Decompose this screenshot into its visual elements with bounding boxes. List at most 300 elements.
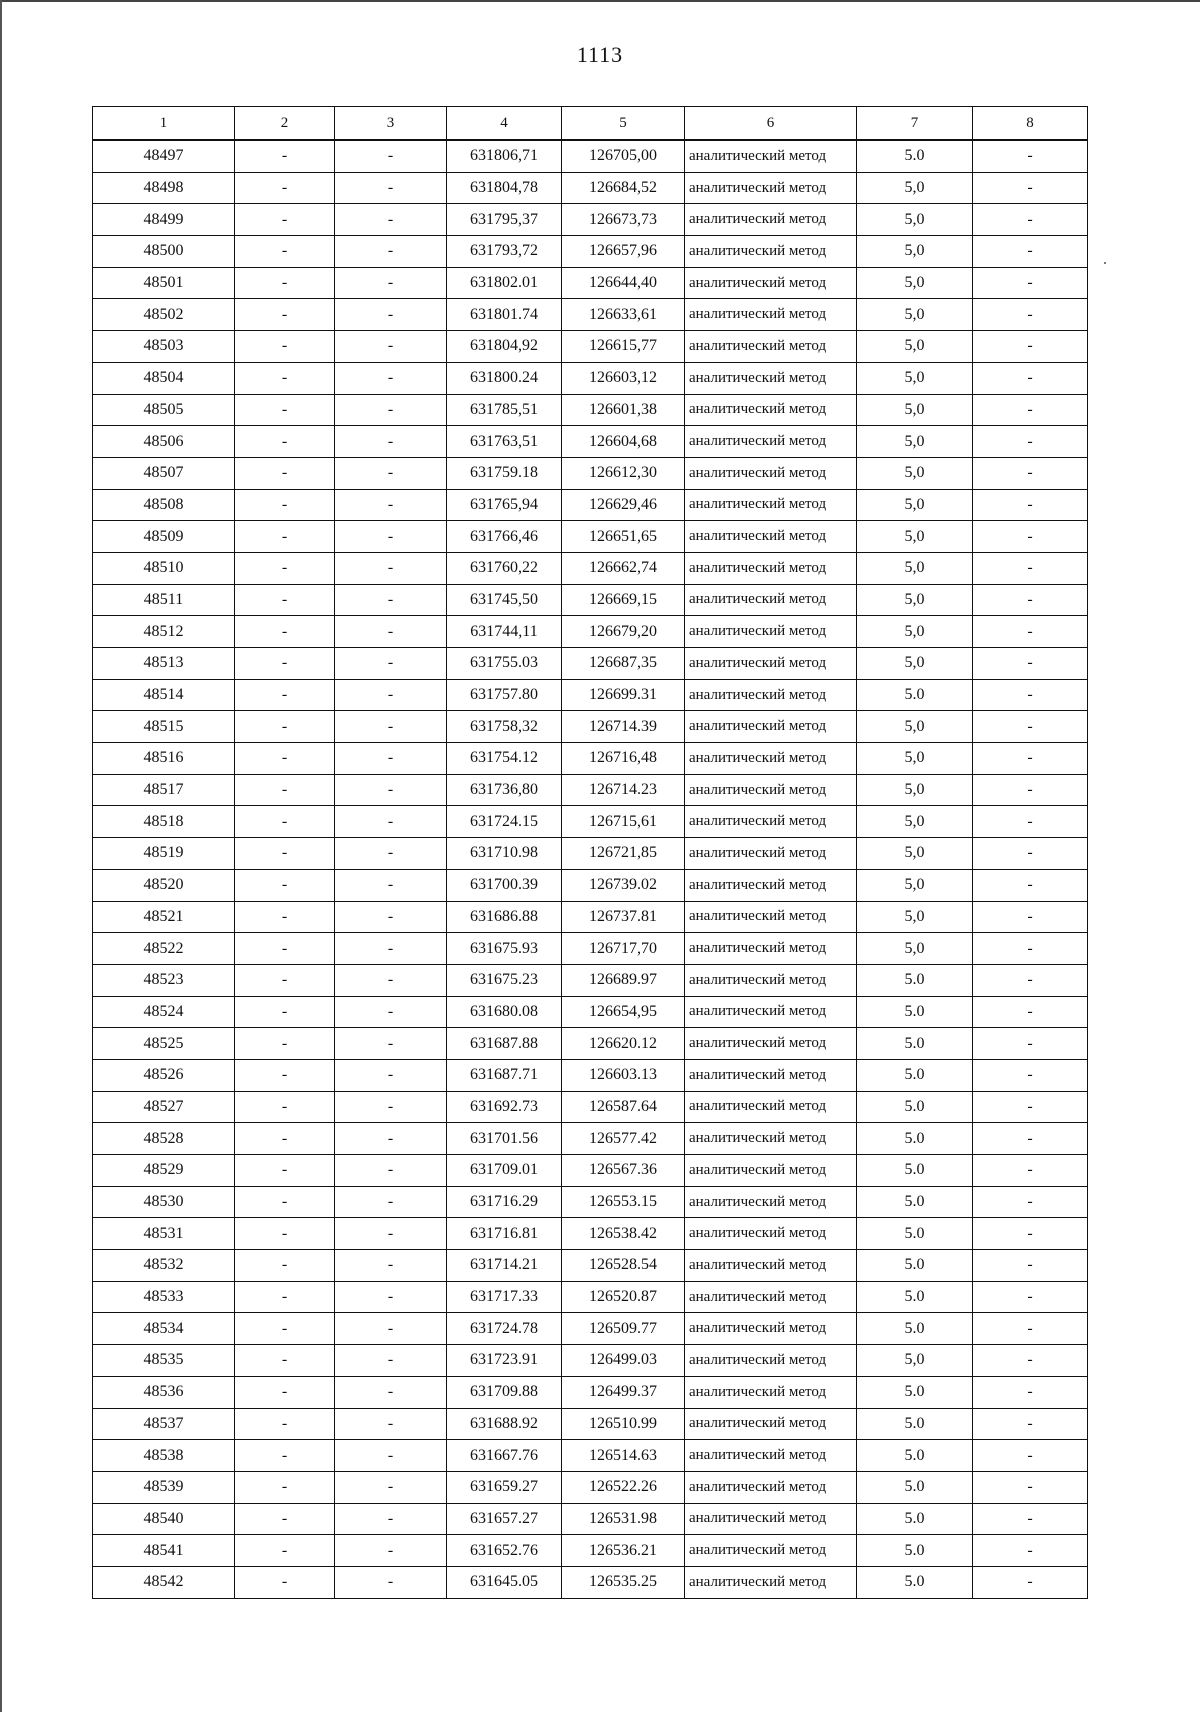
table-row — [93, 426, 1088, 458]
point-number-cell: 48500 — [93, 236, 235, 268]
table-row — [93, 331, 1088, 363]
point-number-cell: 48502 — [93, 299, 235, 331]
accuracy-cell: 5.0 — [857, 1155, 973, 1187]
col2-cell: - — [235, 1155, 335, 1187]
col8-cell: - — [973, 1471, 1088, 1503]
accuracy-cell: 5.0 — [857, 964, 973, 996]
point-number-cell: 48527 — [93, 1091, 235, 1123]
method-cell: аналитический метод — [685, 648, 857, 680]
table-row — [93, 394, 1088, 426]
point-number-cell: 48533 — [93, 1281, 235, 1313]
x-coordinate-cell: 631716.29 — [447, 1186, 562, 1218]
y-coordinate-cell: 126499.03 — [562, 1345, 685, 1377]
accuracy-cell: 5.0 — [857, 1218, 973, 1250]
point-number-cell: 48520 — [93, 869, 235, 901]
accuracy-cell: 5,0 — [857, 172, 973, 204]
col2-cell: - — [235, 236, 335, 268]
col3-cell: - — [335, 1471, 447, 1503]
col2-cell: - — [235, 1313, 335, 1345]
col8-cell: - — [973, 1123, 1088, 1155]
x-coordinate-cell: 631806,71 — [447, 140, 562, 172]
x-coordinate-cell: 631717.33 — [447, 1281, 562, 1313]
table-row — [93, 806, 1088, 838]
col2-cell: - — [235, 267, 335, 299]
method-cell: аналитический метод — [685, 743, 857, 775]
table-row — [93, 1059, 1088, 1091]
point-number-cell: 48521 — [93, 901, 235, 933]
page-number: 1113 — [576, 42, 624, 67]
point-number-cell: 48506 — [93, 426, 235, 458]
y-coordinate-cell: 126601,38 — [562, 394, 685, 426]
method-cell: аналитический метод — [685, 1123, 857, 1155]
method-cell: аналитический метод — [685, 1155, 857, 1187]
col2-cell: - — [235, 806, 335, 838]
col2-cell: - — [235, 838, 335, 870]
col3-cell: - — [335, 331, 447, 363]
method-cell: аналитический метод — [685, 1028, 857, 1060]
table-row — [93, 1091, 1088, 1123]
accuracy-cell: 5,0 — [857, 331, 973, 363]
method-cell: аналитический метод — [685, 1059, 857, 1091]
point-number-cell: 48522 — [93, 933, 235, 965]
col8-cell: - — [973, 679, 1088, 711]
col3-cell: - — [335, 1218, 447, 1250]
coordinates-table — [92, 106, 1088, 1599]
method-cell: аналитический метод — [685, 394, 857, 426]
accuracy-cell: 5,0 — [857, 616, 973, 648]
col2-cell: - — [235, 394, 335, 426]
accuracy-cell: 5,0 — [857, 838, 973, 870]
x-coordinate-cell: 631801.74 — [447, 299, 562, 331]
col3-cell: - — [335, 1123, 447, 1155]
column-header: 4 — [447, 107, 562, 141]
col3-cell: - — [335, 1535, 447, 1567]
accuracy-cell: 5.0 — [857, 1313, 973, 1345]
y-coordinate-cell: 126721,85 — [562, 838, 685, 870]
col8-cell: - — [973, 489, 1088, 521]
col8-cell: - — [973, 616, 1088, 648]
col3-cell: - — [335, 711, 447, 743]
col2-cell: - — [235, 648, 335, 680]
accuracy-cell: 5.0 — [857, 1250, 973, 1282]
col8-cell: - — [973, 394, 1088, 426]
col3-cell: - — [335, 457, 447, 489]
col2-cell: - — [235, 1376, 335, 1408]
table-row — [93, 140, 1088, 172]
col2-cell: - — [235, 1091, 335, 1123]
point-number-cell: 48519 — [93, 838, 235, 870]
method-cell: аналитический метод — [685, 426, 857, 458]
point-number-cell: 48499 — [93, 204, 235, 236]
table-row — [93, 299, 1088, 331]
method-cell: аналитический метод — [685, 236, 857, 268]
col3-cell: - — [335, 1503, 447, 1535]
scan-speck — [1104, 262, 1106, 264]
col3-cell: - — [335, 996, 447, 1028]
method-cell: аналитический метод — [685, 584, 857, 616]
point-number-cell: 48540 — [93, 1503, 235, 1535]
col8-cell: - — [973, 1059, 1088, 1091]
col3-cell: - — [335, 774, 447, 806]
col8-cell: - — [973, 1281, 1088, 1313]
y-coordinate-cell: 126499.37 — [562, 1376, 685, 1408]
x-coordinate-cell: 631688.92 — [447, 1408, 562, 1440]
point-number-cell: 48538 — [93, 1440, 235, 1472]
table-row — [93, 1218, 1088, 1250]
accuracy-cell: 5.0 — [857, 1376, 973, 1408]
y-coordinate-cell: 126612,30 — [562, 457, 685, 489]
method-cell: аналитический метод — [685, 1440, 857, 1472]
col2-cell: - — [235, 1123, 335, 1155]
x-coordinate-cell: 631680.08 — [447, 996, 562, 1028]
y-coordinate-cell: 126603,12 — [562, 362, 685, 394]
y-coordinate-cell: 126714.23 — [562, 774, 685, 806]
accuracy-cell: 5,0 — [857, 901, 973, 933]
accuracy-cell: 5,0 — [857, 648, 973, 680]
y-coordinate-cell: 126679,20 — [562, 616, 685, 648]
method-cell: аналитический метод — [685, 1281, 857, 1313]
x-coordinate-cell: 631714.21 — [447, 1250, 562, 1282]
point-number-cell: 48534 — [93, 1313, 235, 1345]
accuracy-cell: 5,0 — [857, 774, 973, 806]
col8-cell: - — [973, 1028, 1088, 1060]
method-cell: аналитический метод — [685, 1408, 857, 1440]
y-coordinate-cell: 126510.99 — [562, 1408, 685, 1440]
column-header: 5 — [562, 107, 685, 141]
x-coordinate-cell: 631745,50 — [447, 584, 562, 616]
accuracy-cell: 5,0 — [857, 806, 973, 838]
col8-cell: - — [973, 869, 1088, 901]
method-cell: аналитический метод — [685, 996, 857, 1028]
col8-cell: - — [973, 964, 1088, 996]
column-header: 3 — [335, 107, 447, 141]
col2-cell: - — [235, 616, 335, 648]
col2-cell: - — [235, 933, 335, 965]
col8-cell: - — [973, 1218, 1088, 1250]
table-row — [93, 869, 1088, 901]
point-number-cell: 48517 — [93, 774, 235, 806]
y-coordinate-cell: 126620.12 — [562, 1028, 685, 1060]
y-coordinate-cell: 126662,74 — [562, 552, 685, 584]
col2-cell: - — [235, 362, 335, 394]
col2-cell: - — [235, 679, 335, 711]
col8-cell: - — [973, 1376, 1088, 1408]
col8-cell: - — [973, 1535, 1088, 1567]
table-row — [93, 584, 1088, 616]
accuracy-cell: 5.0 — [857, 1471, 973, 1503]
x-coordinate-cell: 631766,46 — [447, 521, 562, 553]
col3-cell: - — [335, 1028, 447, 1060]
col8-cell: - — [973, 521, 1088, 553]
y-coordinate-cell: 126536.21 — [562, 1535, 685, 1567]
method-cell: аналитический метод — [685, 331, 857, 363]
table-row — [93, 1471, 1088, 1503]
method-cell: аналитический метод — [685, 933, 857, 965]
col8-cell: - — [973, 901, 1088, 933]
col2-cell: - — [235, 584, 335, 616]
method-cell: аналитический метод — [685, 552, 857, 584]
method-cell: аналитический метод — [685, 901, 857, 933]
x-coordinate-cell: 631687.71 — [447, 1059, 562, 1091]
accuracy-cell: 5.0 — [857, 1059, 973, 1091]
col3-cell: - — [335, 394, 447, 426]
x-coordinate-cell: 631758,32 — [447, 711, 562, 743]
table-row — [93, 933, 1088, 965]
x-coordinate-cell: 631675.23 — [447, 964, 562, 996]
col2-cell: - — [235, 204, 335, 236]
accuracy-cell: 5.0 — [857, 996, 973, 1028]
method-cell: аналитический метод — [685, 521, 857, 553]
col3-cell: - — [335, 648, 447, 680]
y-coordinate-cell: 126538.42 — [562, 1218, 685, 1250]
method-cell: аналитический метод — [685, 1091, 857, 1123]
method-cell: аналитический метод — [685, 774, 857, 806]
y-coordinate-cell: 126705,00 — [562, 140, 685, 172]
accuracy-cell: 5,0 — [857, 521, 973, 553]
accuracy-cell: 5,0 — [857, 267, 973, 299]
col8-cell: - — [973, 711, 1088, 743]
col2-cell: - — [235, 552, 335, 584]
table-row — [93, 172, 1088, 204]
table-row — [93, 267, 1088, 299]
col2-cell: - — [235, 711, 335, 743]
x-coordinate-cell: 631667.76 — [447, 1440, 562, 1472]
x-coordinate-cell: 631659.27 — [447, 1471, 562, 1503]
method-cell: аналитический метод — [685, 457, 857, 489]
col2-cell: - — [235, 140, 335, 172]
accuracy-cell: 5.0 — [857, 1186, 973, 1218]
table-row — [93, 838, 1088, 870]
method-cell: аналитический метод — [685, 1218, 857, 1250]
table-row — [93, 964, 1088, 996]
col2-cell: - — [235, 964, 335, 996]
x-coordinate-cell: 631657.27 — [447, 1503, 562, 1535]
x-coordinate-cell: 631763,51 — [447, 426, 562, 458]
y-coordinate-cell: 126615,77 — [562, 331, 685, 363]
point-number-cell: 48498 — [93, 172, 235, 204]
point-number-cell: 48510 — [93, 552, 235, 584]
x-coordinate-cell: 631755.03 — [447, 648, 562, 680]
col2-cell: - — [235, 1250, 335, 1282]
col8-cell: - — [973, 236, 1088, 268]
scan-edge-left — [0, 0, 2, 1712]
col8-cell: - — [973, 774, 1088, 806]
col3-cell: - — [335, 869, 447, 901]
point-number-cell: 48537 — [93, 1408, 235, 1440]
x-coordinate-cell: 631716.81 — [447, 1218, 562, 1250]
col3-cell: - — [335, 616, 447, 648]
point-number-cell: 48524 — [93, 996, 235, 1028]
col2-cell: - — [235, 869, 335, 901]
y-coordinate-cell: 126577.42 — [562, 1123, 685, 1155]
col2-cell: - — [235, 299, 335, 331]
table-row — [93, 774, 1088, 806]
y-coordinate-cell: 126629,46 — [562, 489, 685, 521]
y-coordinate-cell: 126522.26 — [562, 1471, 685, 1503]
table-row — [93, 1313, 1088, 1345]
col8-cell: - — [973, 838, 1088, 870]
col2-cell: - — [235, 489, 335, 521]
method-cell: аналитический метод — [685, 140, 857, 172]
col3-cell: - — [335, 933, 447, 965]
point-number-cell: 48539 — [93, 1471, 235, 1503]
x-coordinate-cell: 631645.05 — [447, 1566, 562, 1598]
x-coordinate-cell: 631760,22 — [447, 552, 562, 584]
point-number-cell: 48504 — [93, 362, 235, 394]
y-coordinate-cell: 126531.98 — [562, 1503, 685, 1535]
method-cell: аналитический метод — [685, 204, 857, 236]
y-coordinate-cell: 126687,35 — [562, 648, 685, 680]
method-cell: аналитический метод — [685, 616, 857, 648]
y-coordinate-cell: 126567.36 — [562, 1155, 685, 1187]
table-row — [93, 1566, 1088, 1598]
col3-cell: - — [335, 1566, 447, 1598]
point-number-cell: 48518 — [93, 806, 235, 838]
point-number-cell: 48515 — [93, 711, 235, 743]
col3-cell: - — [335, 584, 447, 616]
table-row — [93, 1123, 1088, 1155]
x-coordinate-cell: 631701.56 — [447, 1123, 562, 1155]
table-row — [93, 648, 1088, 680]
col2-cell: - — [235, 743, 335, 775]
table-row — [93, 1345, 1088, 1377]
x-coordinate-cell: 631744,11 — [447, 616, 562, 648]
col8-cell: - — [973, 267, 1088, 299]
col2-cell: - — [235, 331, 335, 363]
column-header: 1 — [93, 107, 235, 141]
col8-cell: - — [973, 1566, 1088, 1598]
col3-cell: - — [335, 426, 447, 458]
table-row — [93, 996, 1088, 1028]
y-coordinate-cell: 126553.15 — [562, 1186, 685, 1218]
col8-cell: - — [973, 1250, 1088, 1282]
y-coordinate-cell: 126739.02 — [562, 869, 685, 901]
method-cell: аналитический метод — [685, 1566, 857, 1598]
col3-cell: - — [335, 299, 447, 331]
col8-cell: - — [973, 1091, 1088, 1123]
col2-cell: - — [235, 1218, 335, 1250]
y-coordinate-cell: 126633,61 — [562, 299, 685, 331]
accuracy-cell: 5,0 — [857, 394, 973, 426]
point-number-cell: 48503 — [93, 331, 235, 363]
accuracy-cell: 5,0 — [857, 426, 973, 458]
point-number-cell: 48511 — [93, 584, 235, 616]
y-coordinate-cell: 126587.64 — [562, 1091, 685, 1123]
method-cell: аналитический метод — [685, 1250, 857, 1282]
x-coordinate-cell: 631759.18 — [447, 457, 562, 489]
table-row — [93, 1028, 1088, 1060]
table-header-row — [93, 107, 1088, 141]
col2-cell: - — [235, 1566, 335, 1598]
accuracy-cell: 5,0 — [857, 869, 973, 901]
table-row — [93, 1503, 1088, 1535]
col8-cell: - — [973, 1345, 1088, 1377]
col3-cell: - — [335, 1313, 447, 1345]
table-row — [93, 362, 1088, 394]
col2-cell: - — [235, 1186, 335, 1218]
table-row — [93, 1376, 1088, 1408]
table-row — [93, 521, 1088, 553]
point-number-cell: 48513 — [93, 648, 235, 680]
point-number-cell: 48525 — [93, 1028, 235, 1060]
accuracy-cell: 5,0 — [857, 204, 973, 236]
col8-cell: - — [973, 1440, 1088, 1472]
col3-cell: - — [335, 267, 447, 299]
x-coordinate-cell: 631724.15 — [447, 806, 562, 838]
col3-cell: - — [335, 1440, 447, 1472]
accuracy-cell: 5,0 — [857, 584, 973, 616]
col3-cell: - — [335, 204, 447, 236]
point-number-cell: 48542 — [93, 1566, 235, 1598]
x-coordinate-cell: 631700.39 — [447, 869, 562, 901]
col8-cell: - — [973, 806, 1088, 838]
method-cell: аналитический метод — [685, 1376, 857, 1408]
y-coordinate-cell: 126716,48 — [562, 743, 685, 775]
col2-cell: - — [235, 996, 335, 1028]
table-row — [93, 679, 1088, 711]
x-coordinate-cell: 631709.88 — [447, 1376, 562, 1408]
y-coordinate-cell: 126715,61 — [562, 806, 685, 838]
method-cell: аналитический метод — [685, 1313, 857, 1345]
point-number-cell: 48528 — [93, 1123, 235, 1155]
col2-cell: - — [235, 901, 335, 933]
y-coordinate-cell: 126737.81 — [562, 901, 685, 933]
accuracy-cell: 5,0 — [857, 1345, 973, 1377]
x-coordinate-cell: 631785,51 — [447, 394, 562, 426]
col8-cell: - — [973, 1313, 1088, 1345]
method-cell: аналитический метод — [685, 964, 857, 996]
col8-cell: - — [973, 1186, 1088, 1218]
col3-cell: - — [335, 1186, 447, 1218]
x-coordinate-cell: 631710.98 — [447, 838, 562, 870]
col8-cell: - — [973, 299, 1088, 331]
col3-cell: - — [335, 806, 447, 838]
accuracy-cell: 5.0 — [857, 1440, 973, 1472]
col8-cell: - — [973, 648, 1088, 680]
x-coordinate-cell: 631754.12 — [447, 743, 562, 775]
col8-cell: - — [973, 1155, 1088, 1187]
column-header: 6 — [685, 107, 857, 141]
col8-cell: - — [973, 331, 1088, 363]
col3-cell: - — [335, 679, 447, 711]
col8-cell: - — [973, 1503, 1088, 1535]
col2-cell: - — [235, 426, 335, 458]
point-number-cell: 48529 — [93, 1155, 235, 1187]
y-coordinate-cell: 126684,52 — [562, 172, 685, 204]
accuracy-cell: 5.0 — [857, 1028, 973, 1060]
x-coordinate-cell: 631686.88 — [447, 901, 562, 933]
col2-cell: - — [235, 1345, 335, 1377]
table-row — [93, 1250, 1088, 1282]
point-number-cell: 48531 — [93, 1218, 235, 1250]
col3-cell: - — [335, 1155, 447, 1187]
col8-cell: - — [973, 362, 1088, 394]
x-coordinate-cell: 631765,94 — [447, 489, 562, 521]
col3-cell: - — [335, 1250, 447, 1282]
y-coordinate-cell: 126657,96 — [562, 236, 685, 268]
col3-cell: - — [335, 552, 447, 584]
x-coordinate-cell: 631800.24 — [447, 362, 562, 394]
y-coordinate-cell: 126689.97 — [562, 964, 685, 996]
accuracy-cell: 5,0 — [857, 933, 973, 965]
accuracy-cell: 5.0 — [857, 1566, 973, 1598]
point-number-cell: 48497 — [93, 140, 235, 172]
column-header: 7 — [857, 107, 973, 141]
accuracy-cell: 5.0 — [857, 1091, 973, 1123]
y-coordinate-cell: 126514.63 — [562, 1440, 685, 1472]
table-row — [93, 1535, 1088, 1567]
col3-cell: - — [335, 489, 447, 521]
